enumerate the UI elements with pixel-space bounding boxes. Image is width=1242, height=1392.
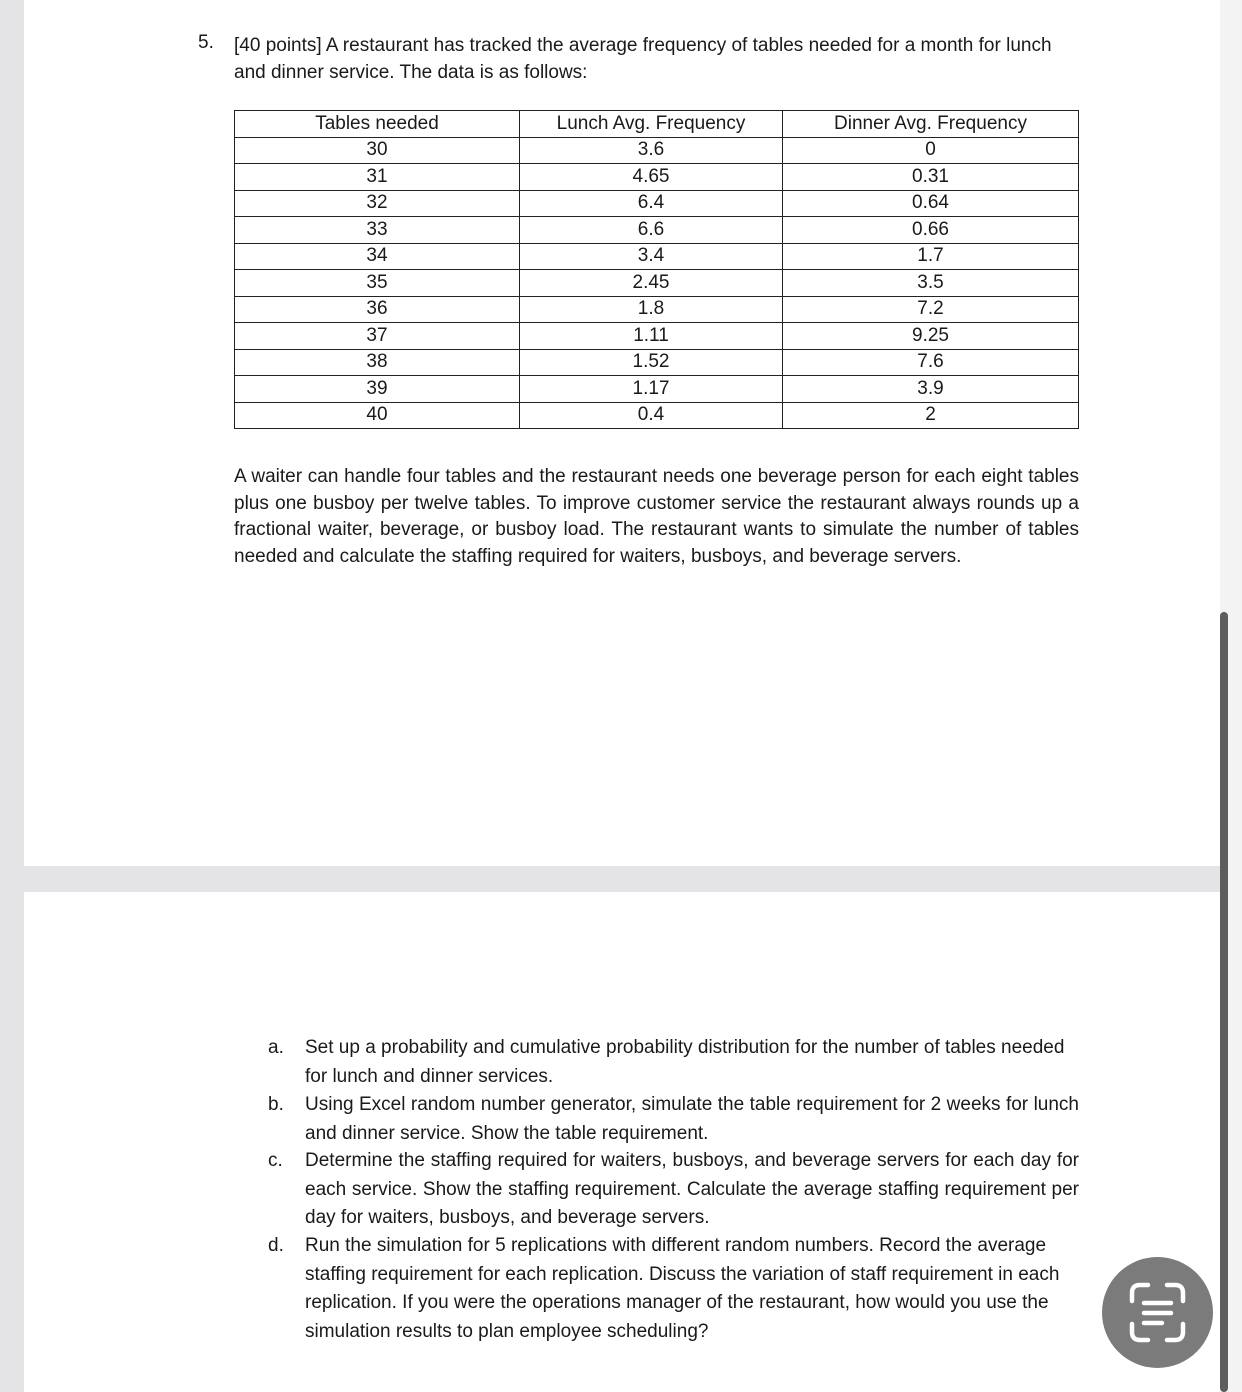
cell-tables-needed: 38 [235,349,520,376]
scrollbar-thumb[interactable] [1220,612,1228,1392]
live-text-button[interactable] [1102,1257,1213,1368]
cell-tables-needed: 35 [235,270,520,297]
table-row [235,296,1079,323]
cell-dinner-frequency: 0 [783,137,1079,164]
cell-dinner-frequency: 0.66 [783,217,1079,244]
subquestion-letter: c. [268,1150,283,1171]
cell-dinner-frequency: 9.25 [783,323,1079,350]
cell-dinner-frequency: 7.6 [783,349,1079,376]
header-dinner-frequency: Dinner Avg. Frequency [783,111,1079,138]
table-row [235,270,1079,297]
staffing-paragraph: A waiter can handle four tables and the restaurant needs one beverage person for each eight tables plus one busboy per twelve tables. To improve customer service the restaurant always rounds up a fractional waiter, beverage, or busboy load. The restaurant wants to simulate the number of tables needed and calculate the staffing required for waiters, busboys, and beverage servers. [234,466,1079,567]
subquestion-text: Set up a probability and cumulative probability distribution for the number of tables needed for lunch and dinner services. [305,1037,1065,1087]
header-tables-needed: Tables needed [235,111,520,138]
cell-dinner-frequency: 0.31 [783,164,1079,191]
subquestion-text: Determine the staffing required for waiters, busboys, and beverage servers for each day for each service. Show the staffing requirement. Calculate the average staffing requirement per day for waiters, busboys, and beverage servers. [305,1150,1079,1228]
cell-lunch-frequency: 1.52 [520,349,783,376]
cell-tables-needed: 36 [235,296,520,323]
subquestion-text: Using Excel random number generator, simulate the table requirement for 2 weeks for lunch and dinner service. Show the table requirement. [305,1094,1079,1144]
header-lunch-frequency: Lunch Avg. Frequency [520,111,783,138]
cell-dinner-frequency: 7.2 [783,296,1079,323]
cell-tables-needed: 40 [235,402,520,429]
table-row [235,402,1079,429]
cell-lunch-frequency: 6.4 [520,190,783,217]
table-row [235,349,1079,376]
document-page-2 [24,892,1220,1392]
question-number: 5. [198,32,214,53]
table-row [235,217,1079,244]
cell-tables-needed: 37 [235,323,520,350]
cell-tables-needed: 34 [235,243,520,270]
cell-tables-needed: 39 [235,376,520,403]
cell-tables-needed: 30 [235,137,520,164]
cell-lunch-frequency: 0.4 [520,402,783,429]
cell-lunch-frequency: 2.45 [520,270,783,297]
question-text: [40 points] A restaurant has tracked the average frequency of tables needed for a month for lunch and dinner service. The data is as follows: [234,35,1052,83]
cell-dinner-frequency: 3.9 [783,376,1079,403]
cell-lunch-frequency: 1.11 [520,323,783,350]
frequency-table [234,110,1079,429]
table-row [235,243,1079,270]
table-row [235,376,1079,403]
subquestion-letter: d. [268,1235,284,1256]
cell-tables-needed: 33 [235,217,520,244]
text-scan-icon [1102,1257,1213,1368]
cell-lunch-frequency: 4.65 [520,164,783,191]
table-row [235,137,1079,164]
table-row [235,323,1079,350]
cell-dinner-frequency: 2 [783,402,1079,429]
cell-lunch-frequency: 6.6 [520,217,783,244]
table-row [235,164,1079,191]
subquestion-letter: b. [268,1094,284,1115]
table-header-row [235,111,1079,138]
cell-dinner-frequency: 0.64 [783,190,1079,217]
cell-dinner-frequency: 3.5 [783,270,1079,297]
subquestion-letter: a. [268,1037,284,1058]
subquestion-text: Run the simulation for 5 replications with different random numbers. Record the average staffing requirement for each replication. Discuss the variation of staff requirement in each replication. If you were the operations manager of the restaurant, how would you use the simulation results to plan employee scheduling? [305,1235,1060,1342]
cell-tables-needed: 32 [235,190,520,217]
cell-lunch-frequency: 1.8 [520,296,783,323]
cell-lunch-frequency: 3.6 [520,137,783,164]
cell-dinner-frequency: 1.7 [783,243,1079,270]
cell-lunch-frequency: 1.17 [520,376,783,403]
table-row [235,190,1079,217]
document-page-1 [24,0,1220,866]
cell-tables-needed: 31 [235,164,520,191]
cell-lunch-frequency: 3.4 [520,243,783,270]
